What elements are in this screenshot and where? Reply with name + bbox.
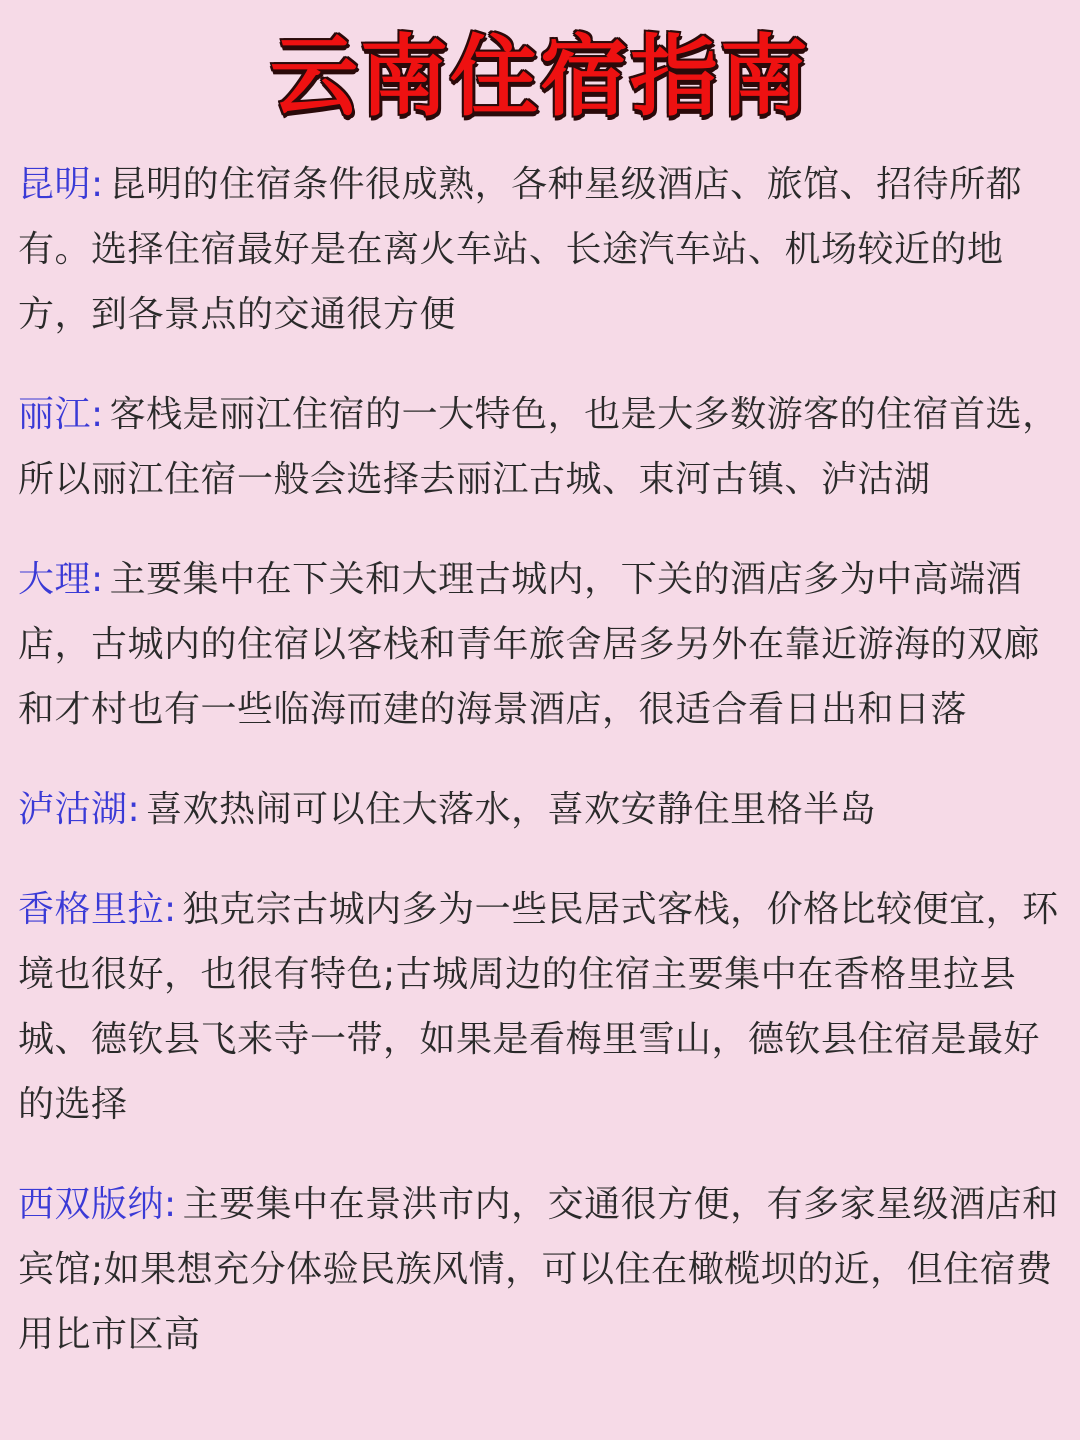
section-text-shangri-la: 独克宗古城内多为一些民居式客栈，价格比较便宜，环境也很好，也很有特色;古城周边的住宿主要集中在香格里拉县城、德钦县飞来寺一带，如果是看梅里雪山，德钦县住宿是最好的选择: [18, 889, 1059, 1125]
page-title: 云南住宿指南: [269, 25, 810, 128]
city-colon: :: [91, 394, 104, 435]
section-text-xishuangbanna: 主要集中在景洪市内，交通很方便，有多家星级酒店和宾馆;如果想充分体验民族风情，可以住在橄榄坝的近，但住宿费用比市区高: [18, 1184, 1059, 1355]
section-text-lugu-lake: 喜欢热闹可以住大落水，喜欢安静住里格半岛: [146, 789, 877, 830]
section-kunming: [18, 152, 1064, 347]
city-label-xishuangbanna: 西双版纳: [18, 1184, 165, 1225]
section-text-dali: 主要集中在下关和大理古城内，下关的酒店多为中高端酒店，古城内的住宿以客栈和青年旅舍居多另外在靠近游海的双廊和才村也有一些临海而建的海景酒店，很适合看日出和日落: [18, 559, 1041, 730]
section-xishuangbanna: [18, 1172, 1064, 1367]
city-label-kunming: 昆明: [18, 164, 92, 205]
section-text-lijiang: 客栈是丽江住宿的一大特色，也是大多数游客的住宿首选，所以丽江住宿一般会选择去丽江古城、束河古镇、泸沽湖: [18, 394, 1059, 500]
city-label-dali: 大理: [18, 559, 92, 600]
section-shangri-la: [18, 877, 1064, 1137]
city-label-lijiang: 丽江: [18, 394, 92, 435]
city-label-lugu-lake: 泸沽湖: [18, 789, 128, 830]
section-dali: [18, 547, 1064, 742]
section-lijiang: [18, 382, 1064, 512]
city-colon: :: [164, 889, 177, 930]
city-colon: :: [91, 164, 104, 205]
section-lugu-lake: [18, 777, 1064, 842]
city-label-shangri-la: 香格里拉: [18, 889, 165, 930]
section-text-kunming: 昆明的住宿条件很成熟，各种星级酒店、旅馆、招待所都有。选择住宿最好是在离火车站、长途汽车站、机场较近的地方，到各景点的交通很方便: [18, 164, 1023, 335]
city-colon: :: [164, 1184, 177, 1225]
city-colon: :: [127, 789, 141, 830]
city-colon: :: [91, 559, 104, 600]
